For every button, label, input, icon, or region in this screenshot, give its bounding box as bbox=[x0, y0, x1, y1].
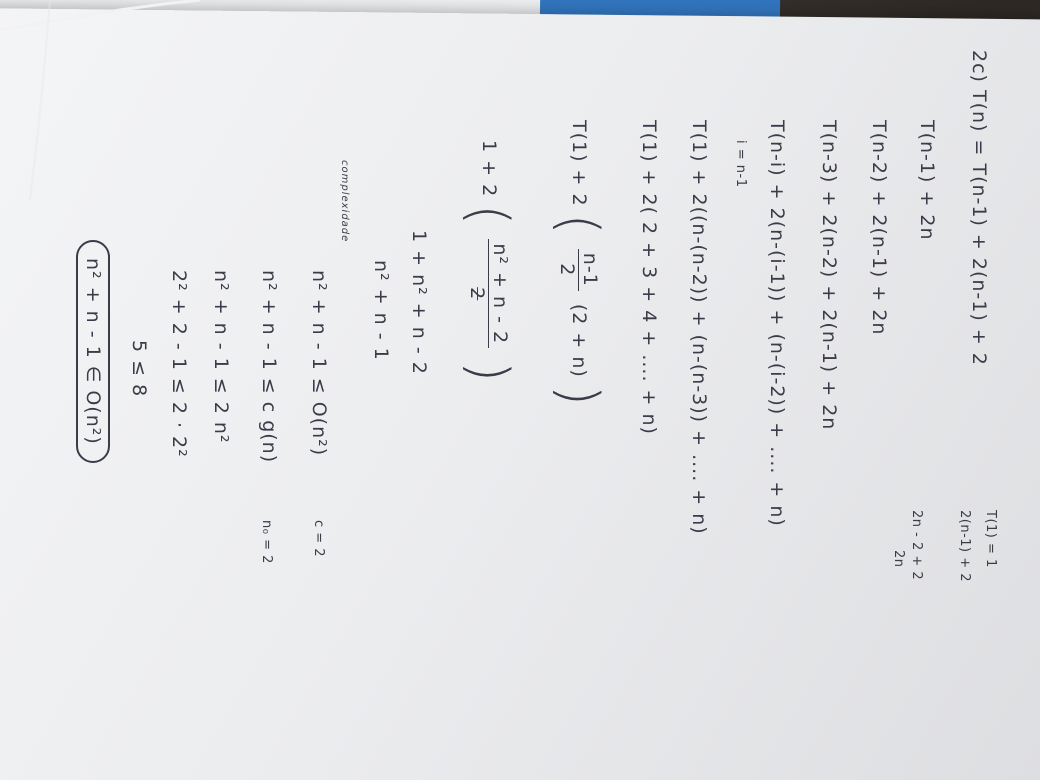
conclusion: n² + n - 1 ∈ O(n²) bbox=[76, 240, 110, 463]
proof-step-3: n² + n - 1 ≤ 2 n² bbox=[210, 270, 232, 444]
proof-step-5: 5 ≤ 8 bbox=[128, 340, 150, 398]
constant-c: c = 2 bbox=[311, 520, 326, 558]
series-fraction bbox=[556, 249, 601, 291]
proof-step-2: n² + n - 1 ≤ c g(n) bbox=[258, 270, 280, 464]
series-lhs: T(1) + 2 bbox=[568, 120, 590, 207]
open-paren-2: ( bbox=[457, 204, 520, 227]
close-paren-2: ) bbox=[457, 361, 520, 384]
side-calc-1: 2(n-1) + 2 bbox=[957, 510, 972, 583]
expansion-step-1: T(n-1) + 2n bbox=[916, 120, 938, 241]
series-rhs: (2 + n) bbox=[568, 303, 590, 378]
series-fraction-numerator: n-1 bbox=[578, 249, 601, 291]
constant-n0: n₀ = 2 bbox=[259, 520, 274, 564]
sum-form: T(1) + 2( 2 + 3 + 4 + .... + n) bbox=[638, 120, 660, 435]
simplified-series bbox=[457, 140, 520, 383]
series-fraction-denominator: 2 bbox=[556, 263, 578, 277]
substituted-form: T(1) + 2((n-(n-2)) + (n-(n-3)) + .... + n) bbox=[688, 120, 710, 535]
proof-step-1: n² + n - 1 ≤ O(n²) bbox=[308, 270, 330, 457]
close-paren: ) bbox=[547, 384, 610, 407]
simplified-fraction-denominator: 2 bbox=[466, 287, 488, 301]
general-form: T(n-i) + 2(n-(i-1)) + (n-(i-2)) + .... + n) bbox=[766, 120, 788, 527]
simplified-fraction bbox=[466, 239, 511, 348]
recurrence-definition: 2c) T(n) = T(n-1) + 2(n-1) + 2 bbox=[968, 50, 990, 366]
expansion-step-2: T(n-2) + 2(n-1) + 2n bbox=[868, 120, 890, 336]
proof-step-4: 2² + 2 - 1 ≤ 2 · 2² bbox=[168, 270, 190, 458]
margin-note: complexidade bbox=[339, 160, 350, 243]
expansion-step-3: T(n-3) + 2(n-2) + 2(n-1) + 2n bbox=[818, 120, 840, 431]
simplified-fraction-numerator: n² + n - 2 bbox=[488, 239, 511, 348]
substitution: i = n-1 bbox=[733, 140, 748, 188]
base-case: T(1) = 1 bbox=[983, 510, 998, 568]
expanded-result: 1 + n² + n - 2 bbox=[408, 230, 430, 375]
side-calc-2: 2n - 2 + 2 bbox=[909, 510, 924, 581]
handwritten-notes bbox=[50, 40, 1010, 780]
side-calc-3: 2n bbox=[891, 550, 906, 568]
final-result: n² + n - 1 bbox=[370, 260, 392, 361]
simplified-lhs: 1 + 2 bbox=[478, 140, 500, 198]
open-paren: ( bbox=[547, 213, 610, 236]
arithmetic-series bbox=[547, 120, 610, 407]
